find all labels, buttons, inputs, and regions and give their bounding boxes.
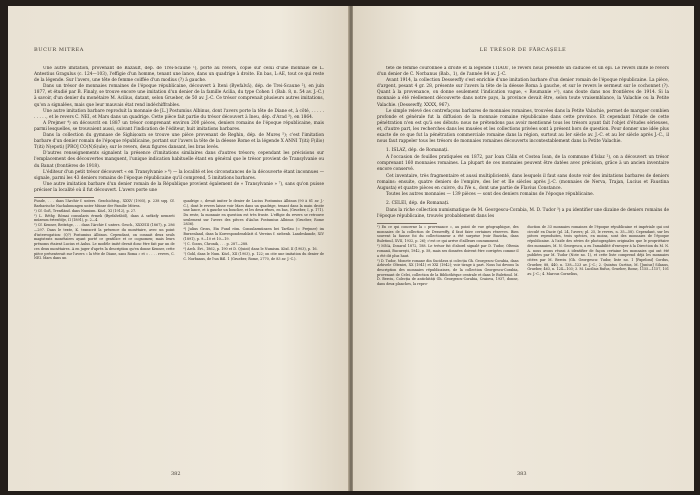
footnote: ³) D. Tudor, Monete romane din Sucidava și colecția Gh. Georgescu-Corabia, dans Arhivele Olteniei, XX (1941) et XXI (1942); voir tirage à part. Nous lui devons la description des monnaies républicaines, de la collection Georgescu-Corabia, provenant de Celei, collection de la Bibliothèque centrale et dans le Buletinul. M. D. Berciu, Colecția de antichități Gh. Georgescu-Corabia, Craiova, 1937, donne, dans deux planches, la repro- bbox=[377, 258, 519, 287]
paragraph: Dans la collection du gymnase de Sighișoara se trouve une pièce provenant de Reghin, dép. de Mureș ⁵); c'est l'imitation barbare d'un denier romain de l'époque républicaine, portant sur l'avers la tête de la déesse Rome et la légende X ANNI T(iti) F(ilio) T(iti) N(epoti) [PRO] CO(N)S(ule); sur le revers, deux figures dansant, les bras levés. bbox=[34, 133, 324, 151]
paragraph: L'éditeur d'un petit trésor découvert « en Transylvanie » ⁶) — la localité et les circonstances de la découverte étant inconnues — signale, parmi les 43 deniers romains de l'époque républicaine qu'il comprend, 5 imitations barbares. bbox=[34, 169, 324, 181]
section-heading: 1. ISLAZ, dép. de Romanați. bbox=[386, 148, 449, 154]
footnote: ⁷) Gohl, dans le Num. Közl., XII (1903), p. 122; on cite une imitation du denier de C. Norbanus, de l'un Bâl. 1 (Grueber, Rome, 2770, de 83 av. J.-C.). bbox=[183, 251, 324, 261]
footnotes bbox=[377, 225, 669, 287]
paragraph: Dans un trésor de monnaies romaines de l'époque républicaine, découvert à Iteni (Byefalvă), dép. de Trei-Scaune ²), en juin 1877, et étudié par B. Finaly, se trouve encore une imitation d'un denier de la famille Acilia, du type Cohen 1 (Bab. 8, n. 54 av. J.-C.) à savoir, d'un denier du monétaire M. Acilius, datant, selon Grueber, de 50 av. J.-C. Ce trésor comprenait plusieurs autres imitations, qu'on a signalées, mais que leur mauvais état rend indéchiffrables. bbox=[34, 84, 324, 108]
footnote-column bbox=[34, 199, 175, 262]
left-page bbox=[8, 6, 349, 491]
body-text bbox=[377, 66, 669, 220]
running-head: BUCUR MITREA bbox=[34, 47, 84, 53]
paragraph: Dans la riche collection numismatique de M. Georgescu-Corabia, M. D. Tudor ³) a pu identifier une dizaine de deniers romains de l'époque républicaine, trouvés probablement dans les bbox=[377, 207, 669, 219]
footnote: ¹) En ce qui concerne la « provenance », au point de vue géographique, des monnaies de la collection de Dessewffy, il faut faire certaines réserves. Bien souvent la fausse foi du collectionneur a été surprise (voir Buzicka, dans Buletinul, XVII, 1932, p. 26); c'est ce qui arrive d'ailleurs couramment. bbox=[377, 225, 519, 244]
section-heading: 2. CELEI, dép. de Romanați. bbox=[386, 200, 450, 206]
paragraph: Une autre imitation barbare d'un denier romain de la République provient également de « Transylvanie » ⁷), sans qu'on puisse préciser la localité où il fut découvert. L'avers porte une bbox=[34, 181, 324, 193]
open-book bbox=[8, 6, 694, 491]
paragraph: Une autre imitation barbare reproduit la monnaie de [L.] Postumius Albinus, dont l'avers porte la tête de Diane et, à côté, . . . . . . . . . ., et le revers C. NEI, et Mars dans un quadrige. Cette pièce fait partie du trésor découvert à Ineu, dép. d'Arad ³), en 1864. bbox=[34, 108, 324, 120]
footnotes bbox=[34, 199, 324, 262]
footnote: quadrige », devait imiter le denier de Lucius Postumius Albinus (90 à 81 av. J.-C.), dont le revers laisse voir Mars dans un quadrige, tenant dans la main droite une lance, et à gauche un bouclier, et les deux rênes, en bas, (Grueber, I, p. 171). Du reste, la monnaie en question est très fruste. L'effigie du revers se retrouve seulement sur l'avers des pièces d'Aulus Postumius Albinus (Grueber, Rome 2836). bbox=[183, 198, 324, 227]
footnote-column bbox=[527, 225, 669, 287]
footnote: ³) Cf. Kenner, Beiträge, . . . dans l'Archiv f. unters. Gesch., XXXVIII (1867), p. 286—297. Dans le texte, K. transcrit la présence du monétaire, avec un point d'interrogation: (Q?) Postumius Albinus. Cependant, on connait deux seuls magistrats monétaires ayant porté ce gentilice et ce cognomen; mais leurs prénoms étaient Lucius et Aulus. Le modèle imité devait donc être fait par un de ces deux monétaires. A en juger d'après la description qu'en donne Kenner, cette pièce présenterait sur l'avers « la tête de Diane, sans Roma » et « . . . . revers, C. NEI. Mars dans un bbox=[34, 223, 175, 261]
paragraph: Toutes les autres monnaies — 139 pièces — sont des deniers romains de l'époque républicaine. bbox=[386, 191, 595, 197]
running-head: LE TRÉSOR DE FĂRCAȘELE bbox=[479, 47, 567, 53]
right-page bbox=[353, 6, 694, 491]
footnote: ⁶) Arch. Ért., 1862, p. 190 et D. Q(uint) dans le Numism. Közl. II (1903), p. 16. bbox=[183, 246, 318, 251]
footnote-column bbox=[377, 225, 519, 287]
footnote: ⁴) Julius Gross, Ein Fund röm. Consularmünzen bei Tartlau (= Prejmer) im Burzenland, dans la Korrespondenzblatt d. Vereins f. siebenb. Landeskunde, XIV (1891), p. 9—10 et 10—19. bbox=[183, 227, 324, 241]
paragraph: tête de femme couronnée à droite et la légende ΓΠΑΟΓ, le revers nous présente un caducée et un épi. Le revers imite le revers d'un denier de C. Norbanus (Bab., 1), de l'année 84 av. J.-C. bbox=[377, 66, 669, 78]
footnote: duction de 33 monnaies romaines de l'époque républicaine et impériale qui ont circulé en Dacie (pl. 24, l'avers; pl. 25, le revers, n. 35—58). Cependant, sur les pièces reproduites, trois spécies, en moins, sont des monnaies de l'époque républicaine. A l'aide des séries de photographies originales que le propriétaire des monnaies, M. N. Georgescu, a eu l'amabilité d'envoyer à la Direction du M. N. A. nous avons réussi à identifier de façon certaine les monnaies qui ont été publiées par M. Tudor (Note no. 1), et cette liste comprend déjà les monnaies citées par M. Berciu (Gh. Georgescu: Tudor, liste no. 1 [Papeloni] Cordus, Grueber, 88, 440, n. 138—123 av. J.-C.; 2. Quintus Curtius, M. [Junius] Silanus, Grueber, 463, n. 124—103; 3. M. Lucilius Rufus, Grueber, Rome, 1155—1157, 101 av. J.-C.; 4. Marcus Cornelius, bbox=[527, 225, 669, 277]
paragraph: Avant 1914, la collection Dessewffy s'est enrichie d'une imitation barbare d'un denier romain de l'époque républicaine. La pièce, d'argent, pesant 4 gr. 28, présente sur l'avers la tête de la déesse Roma à gauche, et sur le revers le sermeut sur le cochonnet (?). Quant à la provenance, on donne seulement l'indication vague, « Roumanie »¹), sans doute dans nos frontières de 1914. Si la monnaie a été réellement découverte dans notre pays, la province devait être, selon toute vraisemblance, la Valachie ou la Petite Valachie. (Dessewffy, XXXX, 967). bbox=[377, 78, 669, 108]
paragraph: Cet inventaire, très fragmentaire et aussi multiplicienté, dans lesquels il faut sans doute voir des imitations barbares de deniers romains: ensuite, quatre deniers de l'empire, des Ier et IIe siècles après J.-C. (monnaies de Nerva, Trajan, Lucius et Faustina Augusta) et quatre pièces en cuivre, du IVe s., dont une partie de Flavius Constance. bbox=[377, 173, 669, 191]
page-content bbox=[377, 66, 669, 466]
paragraph: D'autres renseignements signalent la présence d'imitations similaires dans d'autres trésors; cependant les précisions sur l'emplacement des découvertes manquent, l'unique indication habituelle étant en général que le trésor provient de Transylvanie ou du Banat (frontières de 1918). bbox=[34, 151, 324, 169]
footnote: ²) L. Réthy, Római consularis érmek (Byefalvából), dans A székely nemzeti múzeum értesítője, II (1891), p. 2—4. bbox=[34, 213, 175, 223]
footnote-column bbox=[183, 199, 324, 262]
footnote: ²) MNA, Dosarul 1872, 188. Le trésor fut d'abord signalé par D. Tudor, Oltenia romană, Bucureşti, 1942, p. 58, mais ses données doivent être corrigées comme il a été dit plus haut. bbox=[377, 244, 519, 258]
footnote: ¹) Cf. Goß, Trentländ. dans Numism. Közl., XI (1912), p. 27. bbox=[34, 208, 137, 213]
paragraph: A Prejmer ⁴) on découvrit en 1887 un trésor comprenant environ 200 pièces, deniers romains de l'époque républicaine, mais parmi lesquelles, se trouvaient aussi, suivant l'indication de l'éditeur, huit imitations barbares. bbox=[34, 120, 324, 132]
body-text bbox=[34, 66, 324, 194]
paragraph: A l'occasion de fouilles pratiquées en 1872, par Ioan Câlin et Costea Ioan, de la commune d'Islaz ²), on a découvert un trésor comprenant 160 monnaies romaines. La plupart de ces monnaies peuvent être datées avec précision, grâce à un ancien inventaire encore conservé. bbox=[377, 155, 669, 173]
footnote: ⁵) C. Gooss, Chronik, . . . p. 287—288. bbox=[183, 241, 249, 246]
page-number: 383 bbox=[517, 471, 527, 477]
paragraph: Le simple relevé des contrefaçons barbares de monnaies romaines, trouvées dans la Petite Valachie, permet de marquer combien profonde et générale fut la diffusion de la monnaie romaine républicaine dans cette province. Et cependant l'étude de cette pénétration n'en est qu'à ses débuts: nous ne prétendons pas avoir mentionné tous les trésors ayant fait l'objet d'études sérieuses, et, d'autre part, les recherches dans les musées et les collections privées sont à présent hors de question. Pour donner une idée plus exacte de ce que fut la pénétration commerciale romaine dans la région, surtout au Ier siècle av. J.-C. et au Ier siècle après J.-C., il nous faut rappeler tous les trésors de monnaies romaines découverts incontestablement dans la Petite Valachie. bbox=[377, 108, 669, 145]
page-content bbox=[34, 66, 324, 466]
footnote: Funde, . . . dans l'Archiv f. unters. Geschichtsg., XXXV (1905), p. 238 sqq. Cf. Barbarische Nachahmungen unter Münze der Familie Mitrea. bbox=[34, 198, 175, 208]
paragraph: Une autre imitation, provenant de Bazault, dép. de Trei-Scaune ¹), porte au revers, copié sur celui d'une monnaie de L. Antestius Gragulus (c. 124—103), l'effigie d'un homme, tenant une lance, dans un quadrige à droite. En bas, L·AE, tout ce qui reste de la légende. Sur l'avers, une tête de femme coiffée d'un modius (?) à gauche. bbox=[34, 66, 324, 84]
page-number: 382 bbox=[171, 471, 181, 477]
